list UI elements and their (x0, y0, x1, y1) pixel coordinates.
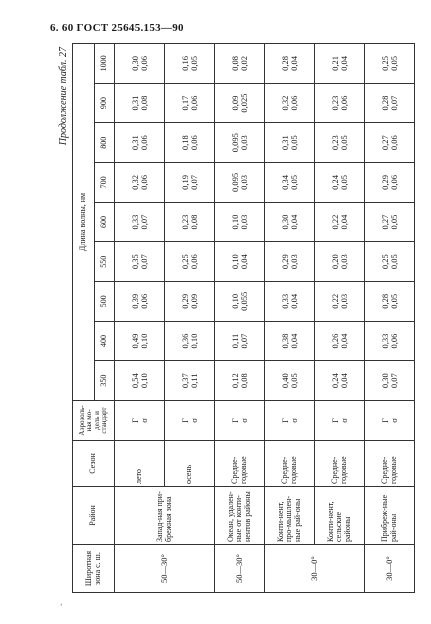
cell-value (215, 282, 265, 322)
value-bottom: 0,04 (338, 333, 349, 349)
value-top: 0,20 (329, 254, 340, 270)
cell-value (115, 163, 165, 203)
cell-value (365, 83, 415, 123)
value-top: 0,095 (229, 172, 240, 192)
value-bottom: 0,07 (188, 174, 199, 190)
value-bottom: 0,04 (238, 254, 249, 270)
cell-value (215, 83, 265, 123)
value-bottom: 0,10 (138, 373, 149, 389)
value-top: 0,23 (179, 214, 190, 230)
header-row-1 (73, 44, 95, 593)
cell-value (315, 83, 365, 123)
value-top: 0,21 (329, 55, 340, 71)
value-bottom: 0,06 (138, 55, 149, 71)
model-gamma: Г (179, 418, 190, 423)
cell-value (215, 321, 265, 361)
cell-region: Океан, удален-ные от конти-нентов районы (215, 487, 265, 545)
cell-value (315, 44, 365, 84)
value-top: 0,33 (279, 293, 290, 309)
value-bottom: 0,04 (288, 214, 299, 230)
cell-value (115, 282, 165, 322)
wavelength-800: 800 (95, 123, 115, 163)
table-row (265, 44, 315, 593)
cell-value (165, 282, 215, 322)
value-bottom: 0,03 (238, 174, 249, 190)
value-bottom: 0,08 (138, 95, 149, 111)
wavelength-550: 550 (95, 242, 115, 282)
value-bottom: 0,02 (238, 55, 249, 71)
value-bottom: 0,05 (288, 373, 299, 389)
value-top: 0,22 (329, 293, 340, 309)
cell-zone: 50—30° (215, 545, 265, 593)
cell-zone: 30—0° (365, 545, 415, 593)
value-bottom: 0,05 (338, 135, 349, 151)
value-top: 0,31 (129, 95, 140, 111)
value-bottom: 0,06 (188, 135, 199, 151)
cell-value (165, 44, 215, 84)
model-gamma: Г (229, 418, 240, 423)
model-gamma: Г (379, 418, 390, 423)
header-wavelength: Длина волны, нм (73, 44, 95, 401)
value-top: 0,37 (179, 373, 190, 389)
value-top: 0,29 (279, 254, 290, 270)
cell-region: Прибреж-ные рай-оны (365, 487, 415, 545)
cell-season: лето (115, 441, 165, 487)
value-top: 0,38 (279, 333, 290, 349)
value-bottom: 0,055 (238, 291, 249, 311)
value-bottom: 0,07 (388, 373, 399, 389)
value-top: 0,12 (229, 373, 240, 389)
value-bottom: 0,07 (138, 254, 149, 270)
cell-value (215, 242, 265, 282)
cell-value (165, 361, 215, 401)
model-gamma: Г (329, 418, 340, 423)
value-top: 0,30 (279, 214, 290, 230)
value-top: 0,25 (379, 55, 390, 71)
model-sigma: σ (138, 418, 149, 423)
value-bottom: 0,08 (238, 373, 249, 389)
table-body (73, 44, 415, 593)
value-top: 0,28 (379, 293, 390, 309)
value-bottom: 0,05 (288, 135, 299, 151)
cell-season: Средне-годовые (215, 441, 265, 487)
cell-value (265, 202, 315, 242)
value-top: 0,22 (329, 214, 340, 230)
cell-value (315, 321, 365, 361)
cell-value (365, 202, 415, 242)
cell-region: Запад-ная при-брежная зона (115, 487, 215, 545)
cell-value (315, 282, 365, 322)
cell-value (165, 202, 215, 242)
cell-season: осень (165, 441, 215, 487)
value-bottom: 0,07 (388, 95, 399, 111)
table-row (215, 44, 265, 593)
cell-value (215, 361, 265, 401)
cell-value (265, 242, 315, 282)
cell-value (115, 361, 165, 401)
value-bottom: 0,06 (288, 95, 299, 111)
value-bottom: 0,04 (338, 373, 349, 389)
cell-value (315, 163, 365, 203)
cell-value (115, 202, 165, 242)
data-table (72, 43, 415, 593)
value-top: 0,26 (329, 333, 340, 349)
value-bottom: 0,09 (188, 293, 199, 309)
model-sigma: σ (238, 418, 249, 423)
wavelength-600: 600 (95, 202, 115, 242)
value-top: 0,09 (229, 95, 240, 111)
cell-model (315, 401, 365, 441)
value-top: 0,31 (279, 135, 290, 151)
cell-value (265, 321, 315, 361)
value-top: 0,18 (179, 135, 190, 151)
value-bottom: 0,03 (288, 254, 299, 270)
cell-value (265, 361, 315, 401)
cell-season: Средне-годовые (265, 441, 315, 487)
cell-zone: 50—30° (115, 545, 215, 593)
wavelength-700: 700 (95, 163, 115, 203)
model-sigma: σ (288, 418, 299, 423)
value-bottom: 0,10 (138, 333, 149, 349)
cell-value (365, 163, 415, 203)
value-bottom: 0,03 (238, 214, 249, 230)
cell-model (365, 401, 415, 441)
rotated-table-area (58, 43, 414, 593)
model-gamma: Г (129, 418, 140, 423)
value-bottom: 0,08 (188, 214, 199, 230)
value-top: 0,33 (379, 333, 390, 349)
wavelength-500: 500 (95, 282, 115, 322)
value-bottom: 0,07 (138, 214, 149, 230)
value-bottom: 0,06 (388, 333, 399, 349)
value-top: 0,23 (329, 95, 340, 111)
table-row (315, 44, 365, 593)
cell-season: Средне-годовые (315, 441, 365, 487)
value-bottom: 0,05 (288, 174, 299, 190)
cell-value (365, 361, 415, 401)
cell-value (365, 44, 415, 84)
value-top: 0,19 (179, 174, 190, 190)
cell-value (115, 242, 165, 282)
value-top: 0,28 (379, 95, 390, 111)
value-bottom: 0,03 (338, 254, 349, 270)
value-bottom: 0,06 (138, 174, 149, 190)
page-mark: ‘ (60, 602, 63, 611)
value-bottom: 0,05 (338, 174, 349, 190)
value-bottom: 0,10 (188, 333, 199, 349)
value-top: 0,10 (229, 254, 240, 270)
value-bottom: 0,025 (238, 93, 249, 113)
value-bottom: 0,11 (188, 373, 199, 388)
header-season: Сезон (73, 441, 115, 487)
cell-value (265, 123, 315, 163)
value-top: 0,08 (229, 55, 240, 71)
value-bottom: 0,06 (138, 293, 149, 309)
cell-value (115, 83, 165, 123)
model-sigma: σ (188, 418, 199, 423)
value-top: 0,10 (229, 293, 240, 309)
model-sigma: σ (388, 418, 399, 423)
value-top: 0,35 (129, 254, 140, 270)
header-zone: Широтная зона с. ш. (73, 545, 115, 593)
value-top: 0,32 (129, 174, 140, 190)
value-bottom: 0,04 (288, 55, 299, 71)
value-top: 0,24 (329, 174, 340, 190)
value-top: 0,095 (229, 133, 240, 153)
wavelength-400: 400 (95, 321, 115, 361)
value-top: 0,39 (129, 293, 140, 309)
cell-value (315, 242, 365, 282)
value-bottom: 0,07 (238, 333, 249, 349)
table-row (365, 44, 415, 593)
cell-value (315, 202, 365, 242)
value-top: 0,23 (329, 135, 340, 151)
model-gamma: Г (279, 418, 290, 423)
cell-value (115, 44, 165, 84)
wavelength-900: 900 (95, 83, 115, 123)
wavelength-350: 350 (95, 361, 115, 401)
cell-value (165, 242, 215, 282)
cell-value (115, 123, 165, 163)
value-bottom: 0,05 (388, 293, 399, 309)
value-top: 0,16 (179, 55, 190, 71)
value-top: 0,27 (379, 214, 390, 230)
value-bottom: 0,06 (188, 95, 199, 111)
value-top: 0,31 (129, 135, 140, 151)
cell-region: Конти-нент, сельские районы (315, 487, 365, 545)
value-top: 0,27 (379, 135, 390, 151)
cell-value (315, 123, 365, 163)
value-bottom: 0,03 (238, 135, 249, 151)
cell-model (165, 401, 215, 441)
cell-season: Средне-годовые (365, 441, 415, 487)
value-top: 0,25 (379, 254, 390, 270)
value-top: 0,29 (179, 293, 190, 309)
cell-value (165, 321, 215, 361)
value-top: 0,10 (229, 214, 240, 230)
cell-value (365, 282, 415, 322)
value-top: 0,30 (379, 373, 390, 389)
value-top: 0,49 (129, 333, 140, 349)
cell-value (215, 44, 265, 84)
value-top: 0,17 (179, 95, 190, 111)
value-bottom: 0,05 (188, 55, 199, 71)
value-top: 0,40 (279, 373, 290, 389)
value-bottom: 0,05 (388, 214, 399, 230)
cell-value (165, 163, 215, 203)
value-bottom: 0,06 (338, 95, 349, 111)
cell-value (265, 282, 315, 322)
value-bottom: 0,05 (388, 254, 399, 270)
value-bottom: 0,06 (188, 254, 199, 270)
model-sigma: σ (338, 418, 349, 423)
cell-value (215, 163, 265, 203)
cell-value (315, 361, 365, 401)
cell-region: Конти-нент, про-мышлен-ные рай-оны (265, 487, 315, 545)
cell-value (365, 321, 415, 361)
value-top: 0,54 (129, 373, 140, 389)
value-top: 0,33 (129, 214, 140, 230)
cell-model (215, 401, 265, 441)
value-top: 0,32 (279, 95, 290, 111)
table-row (115, 44, 165, 593)
value-top: 0,30 (129, 55, 140, 71)
value-top: 0,25 (179, 254, 190, 270)
cell-zone: 30—0° (265, 545, 365, 593)
value-top: 0,24 (329, 373, 340, 389)
cell-value (165, 123, 215, 163)
cell-value (165, 83, 215, 123)
value-top: 0,28 (279, 55, 290, 71)
cell-value (365, 242, 415, 282)
value-bottom: 0,04 (338, 214, 349, 230)
cell-value (365, 123, 415, 163)
header-model: Аэрозоль-ная мо-дель и стандарт (73, 401, 115, 441)
cell-value (215, 202, 265, 242)
cell-model (265, 401, 315, 441)
cell-value (265, 83, 315, 123)
cell-value (265, 44, 315, 84)
value-bottom: 0,06 (388, 174, 399, 190)
value-bottom: 0,06 (138, 135, 149, 151)
cell-value (265, 163, 315, 203)
value-bottom: 0,06 (388, 135, 399, 151)
cell-value (215, 123, 265, 163)
page-header: 6. 60 ГОСТ 25645.153—90 (50, 22, 184, 34)
value-top: 0,11 (229, 333, 240, 349)
value-top: 0,29 (379, 174, 390, 190)
cell-model (115, 401, 165, 441)
wavelength-1000: 1000 (95, 44, 115, 84)
cell-value (115, 321, 165, 361)
value-top: 0,34 (279, 174, 290, 190)
value-bottom: 0,04 (288, 293, 299, 309)
header-region: Район (73, 487, 115, 545)
value-bottom: 0,04 (338, 55, 349, 71)
value-bottom: 0,05 (388, 55, 399, 71)
table-continuation-label: Продолжение табл. 27 (58, 47, 69, 146)
value-top: 0,36 (179, 333, 190, 349)
value-bottom: 0,03 (338, 293, 349, 309)
value-bottom: 0,04 (288, 333, 299, 349)
